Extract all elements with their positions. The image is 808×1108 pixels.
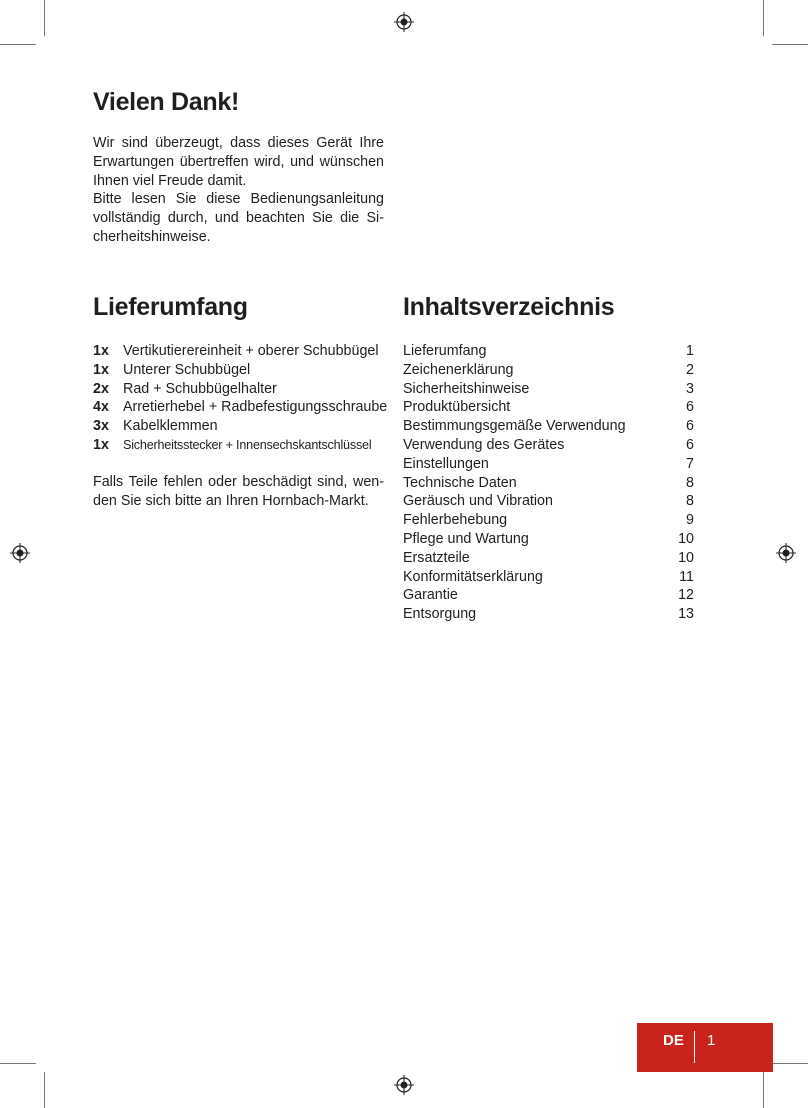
toc-entry[interactable]	[403, 380, 694, 399]
list-item	[93, 342, 389, 361]
language-label: DE	[663, 1032, 684, 1049]
registration-mark-icon	[776, 543, 796, 563]
intro-text	[93, 134, 384, 247]
item-quantity: 4x	[93, 399, 109, 416]
toc-label: Produktübersicht	[403, 399, 511, 416]
toc-entry[interactable]	[403, 586, 694, 605]
toc-page: 1	[686, 343, 694, 359]
toc-label: Fehlerbehebung	[403, 512, 508, 529]
toc-page: 7	[686, 455, 694, 472]
toc-entry[interactable]	[403, 568, 694, 587]
toc-page: 6	[686, 436, 694, 453]
toc-entry[interactable]	[403, 417, 694, 436]
intro-paragraph: Wir sind überzeugt, dass dieses Gerät Ihre Erwartungen übertreffen wird, und wünschen Ihnen viel Freude damit.	[93, 135, 384, 189]
toc-entry[interactable]	[403, 342, 694, 361]
item-quantity: 1x	[93, 361, 109, 378]
registration-mark-icon	[394, 12, 414, 32]
toc-entry[interactable]	[403, 511, 694, 530]
item-quantity: 1x	[93, 343, 109, 359]
toc-page: 3	[686, 380, 694, 397]
registration-mark-icon	[394, 1075, 414, 1095]
crop-mark-icon	[772, 44, 808, 45]
crop-mark-icon	[763, 0, 764, 36]
toc-page: 10	[678, 530, 694, 547]
toc-entry[interactable]	[403, 605, 694, 624]
missing-parts-note: Falls Teile fehlen oder beschädigt sind, wen-den Sie sich bitte an Ihren Hornbach-Markt.	[93, 474, 384, 509]
toc-page: 6	[686, 418, 694, 435]
crop-mark-icon	[44, 1072, 45, 1108]
item-quantity: 2x	[93, 380, 109, 397]
toc-page: 11	[679, 568, 694, 585]
page-footer-tab	[637, 1023, 773, 1072]
toc-page: 9	[686, 512, 694, 529]
table-of-contents	[403, 342, 694, 624]
crop-mark-icon	[772, 1063, 808, 1064]
toc-entry[interactable]	[403, 455, 694, 474]
crop-mark-icon	[44, 0, 45, 36]
toc-page: 10	[678, 549, 694, 566]
list-item	[93, 436, 389, 455]
toc-page: 2	[686, 361, 694, 378]
toc-label: Verwendung des Gerätes	[403, 436, 565, 453]
toc-entry[interactable]	[403, 549, 694, 568]
toc-label: Konformitätserklärung	[403, 568, 543, 585]
item-name: Vertikutierereinheit + oberer Schubbügel	[123, 343, 379, 359]
toc-page: 6	[686, 399, 694, 416]
toc-page: 8	[686, 474, 694, 491]
page-number: 1	[707, 1032, 716, 1049]
toc-label: Zeichenerklärung	[403, 361, 514, 378]
toc-label: Einstellungen	[403, 455, 489, 472]
list-item	[93, 380, 389, 399]
item-name: Kabelklemmen	[123, 418, 218, 435]
intro-paragraph: Bitte lesen Sie diese Bedienungsanleitung vollständig durch, und beachten Sie die Si-cherheitshinweise.	[93, 191, 384, 245]
list-item	[93, 398, 389, 417]
crop-mark-icon	[0, 44, 36, 45]
toc-page: 13	[678, 606, 694, 623]
item-name: Unterer Schubbügel	[123, 361, 251, 378]
toc-label: Technische Daten	[403, 474, 517, 491]
crop-mark-icon	[763, 1072, 764, 1108]
thanks-heading: Vielen Dank!	[93, 88, 239, 116]
item-name: Rad + Schubbügelhalter	[123, 380, 277, 397]
toc-entry[interactable]	[403, 398, 694, 417]
toc-page: 12	[678, 587, 694, 604]
toc-heading: Inhaltsverzeichnis	[403, 293, 615, 321]
toc-label: Geräusch und Vibration	[403, 493, 553, 510]
toc-label: Entsorgung	[403, 606, 477, 623]
toc-entry[interactable]	[403, 474, 694, 493]
list-item	[93, 417, 389, 436]
toc-entry[interactable]	[403, 436, 694, 455]
lieferumfang-heading: Lieferumfang	[93, 293, 248, 321]
toc-label: Ersatzteile	[403, 549, 470, 566]
registration-mark-icon	[10, 543, 30, 563]
toc-entry[interactable]	[403, 361, 694, 380]
toc-label: Pflege und Wartung	[403, 530, 529, 547]
delivery-list	[93, 342, 389, 455]
item-name: Arretierhebel + Radbefestigungsschraube	[123, 399, 388, 416]
toc-label: Bestimmungsgemäße Verwendung	[403, 418, 626, 435]
toc-label: Sicherheitshinweise	[403, 380, 530, 397]
toc-label: Garantie	[403, 587, 458, 604]
item-name: Sicherheitsstecker + Innensechskantschlüssel	[123, 437, 372, 452]
item-quantity: 1x	[93, 436, 109, 453]
toc-page: 8	[686, 493, 694, 510]
toc-entry[interactable]	[403, 530, 694, 549]
crop-mark-icon	[0, 1063, 36, 1064]
item-quantity: 3x	[93, 418, 109, 435]
toc-entry[interactable]	[403, 492, 694, 511]
toc-label: Lieferumfang	[403, 343, 487, 359]
list-item	[93, 361, 389, 380]
footer-divider	[694, 1031, 695, 1063]
